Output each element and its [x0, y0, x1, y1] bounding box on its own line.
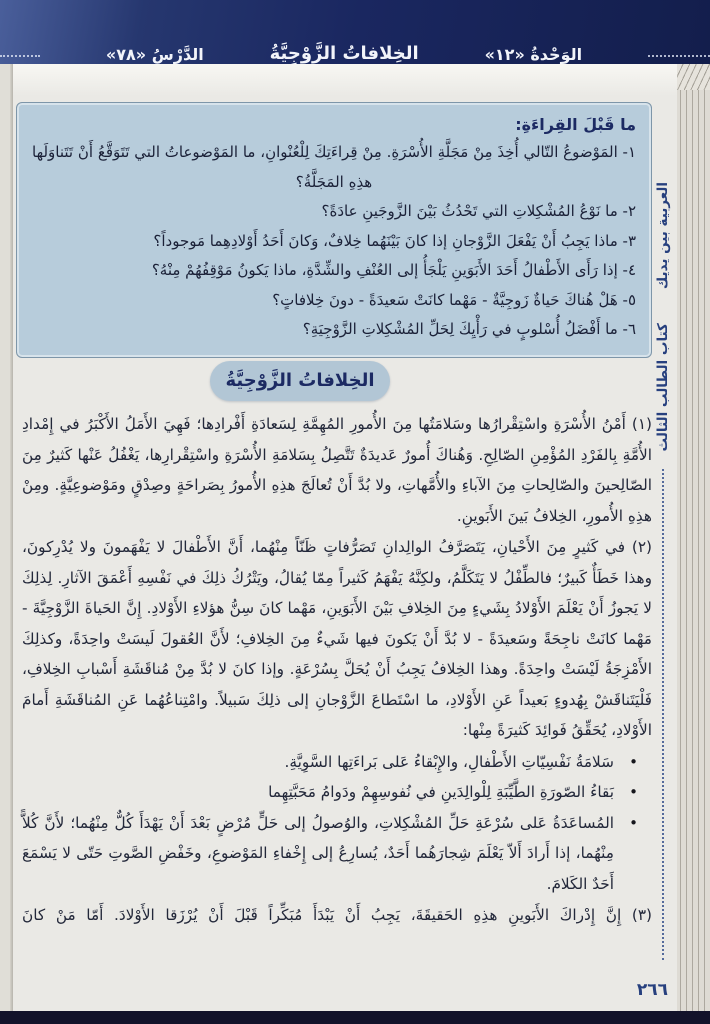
pre-reading-question-3: ٣- ماذا يَجِبُ أَنْ يَفْعَلَ الزَّوْجانِ إذا كانَ بَيْنَهُما خِلافٌ، وَكانَ أَحَدُ أَوْلادِهِما مَوجوداً؟	[153, 231, 636, 250]
benefit-item: • المُساعَدَةُ عَلى سُرْعَةِ حَلِّ المُشْكِلاتِ، والوُصولُ إلى حَلٍّ مُرْضٍ بَعْدَ أَنْ يَهْدَأَ كُلٌّ مِنْهُما؛ لأَنَّ كُلاًّ مِنْهُما، إذا أَرادَ أَلاّ يَعْلَمَ شِجارَهُما أَحَدٌ، يُسارِعُ إلى إِخْفاءِ المَوْضوعِ، وخَفْضِ الصَّوتِ حَتّى لا يَسْمَعَ أَحَدٌ الكَلامَ.	[22, 808, 652, 900]
book-bottom-edge	[0, 1011, 710, 1024]
benefits-list	[22, 747, 652, 900]
passage-paragraph-3: (٣) إِنَّ إِدْراكَ الأَبَوينِ هذِهِ الحَقيقَةَ، يَجِبُ أَنْ يَبْدَأَ مُبَكِّراً قَبْلَ أَنْ يُرْزَقا الأَوْلادَ. أَمّا مَنْ كانَ	[22, 906, 652, 924]
pre-reading-title: ما قَبْلَ القِراءَةِ:	[515, 115, 636, 134]
passage-paragraph-1: (١) أَمْنُ الأُسْرَةِ واسْتِقْرارُها وسَلامَتُها مِنَ الأُمورِ المُهِمَّةِ لِسَعادَةِ أَفْرادِها؛ فَهِيَ الأَمَلُ الأَكْبَرُ في إِمْدادِ الأُمَّةِ بِالفَرْدِ المُؤْمِنِ الصّالِحِ. وَهُناكَ أُمورٌ عَديدَةٌ تَتَّصِلُ بِسَلامَةِ الأُسْرَةِ واسْتِقْرارِها، يَغْفُلُ عَنْها كَثيرٌ مِنَ الصّالِحينَ والصّالِحاتِ مِنَ الآباءِ والأُمَّهاتِ، ولا بُدَّ أَنْ تُعالَجَ هذِهِ الأُمورُ بِصَراحَةٍ وصِدْقٍ ومَوْضوعِيَّةٍ. ومِنْ هذِهِ الأُمورِ، الخِلافُ بَينَ الأَبَوينِ.	[22, 415, 652, 525]
header-lesson-title: الخِلافاتُ الزَّوْجِيَّةُ	[269, 43, 419, 64]
section-title: الخِلافاتُ الزَّوْجِيَّةُ	[210, 361, 390, 401]
pre-reading-question-1: ١- المَوْضوعُ التّالي أُخِذَ مِنْ مَجَلَّةِ الأُسْرَةِ. مِنْ قِراءَتِكَ لِلْعُنْوانِ، ما المَوْضوعاتُ التي تَتَوَقَّعُ أَنْ تَتَناوَلَها هذِهِ المَجَلَّةُ؟	[32, 143, 636, 191]
page-top-edge	[0, 64, 710, 96]
benefit-item: • سَلامَةُ نَفْسِيّاتِ الأَطْفالِ، والإِبْقاءُ عَلى بَراءَتِها السَّوِيَّةِ.	[22, 747, 652, 778]
pre-reading-box	[16, 102, 652, 358]
dotted-divider-icon	[0, 55, 40, 57]
series-title: العربية بين يديك	[655, 182, 671, 290]
book-title: كتاب الطالب الثالث	[655, 323, 671, 452]
lesson-label: الدَّرْسُ «٧٨»	[105, 45, 204, 64]
page-stack-corner	[677, 64, 710, 90]
dotted-divider-icon	[662, 469, 664, 960]
page-number: ٢٦٦	[636, 980, 668, 1000]
unit-label: الوَحْدةُ «١٢»	[484, 45, 583, 64]
pre-reading-question-2: ٢- ما نَوْعُ المُشْكِلاتِ التي تَحْدُثُ بَيْنَ الزَّوجَينِ عادَةً؟	[321, 202, 636, 220]
spine-sidebar	[652, 182, 674, 960]
page-stack-edges	[677, 64, 710, 1011]
reading-passage	[22, 409, 652, 932]
passage-paragraph-2: (٢) في كَثيرٍ مِنَ الأَحْيانِ، يَتَصَرَّفُ الوالِدانِ تَصَرُّفاتٍ ظَنّاً مِنْهُما، أَنَّ الأَطْفالَ لا يَفْهَمونَ ولا يُدْرِكونَ، وهذا خَطَأٌ كَبيرٌ؛ فالطِّفْلُ لا يَتَكَلَّمُ، ولكِنَّهُ يَفْهَمُ كَثيراً مِمّا يُقالُ، ويَتْرُكُ ذلِكَ في نَفْسِهِ أَعْمَقَ الآثارِ. لِذلِكَ لا يَجوزُ أَنْ يَعْلَمَ الأَوْلادُ بِشَيءٍ مِنَ الخِلافِ بَيْنَ الأَبَوَينِ، مَهْما كانَ سِنُّ هؤلاءِ الأَوْلادِ. إِنَّ الحَياةَ الزَّوْجِيَّةَ - مَهْما كانَتْ ناجِحَةً وسَعيدَةً - لا بُدَّ أَنْ يَكونَ فيها شَيءٌ مِنَ الخِلافِ؛ لأَنَّ العُقولَ لَيسَتْ واحِدَةً، وكذلِكَ الأَمْزِجَةُ لَيْسَتْ واحِدَةً. وهذا الخِلافُ يَجِبُ أَنْ يُحَلَّ بِسُرْعَةٍ. وإذا كانَ لا بُدَّ مِنْ مُناقَشَةِ أَسْبابِ الخِلافِ، فَلْيَتَناقَشْ بِهُدوءٍ بَعيداً عَنِ الأَوْلادِ، ما اسْتَطاعَ الزَّوْجانِ إلى ذلِكَ سَبيلاً. وامْتِناعُهُما عَنِ المُناقَشَةِ أَمامَ الأَوْلادِ، يُحَقِّقُ فَوائِدَ كَثيرَةً مِنْها:	[22, 538, 652, 739]
left-page-margin	[0, 64, 10, 1011]
left-page-edge	[10, 64, 13, 1011]
dotted-divider-icon	[648, 55, 710, 57]
pre-reading-question-5: ٥- هَلْ هُناكَ حَياةٌ زَوجِيَّةٌ - مَهْما كانَتْ سَعيدَةً - دونَ خِلافاتٍ؟	[272, 290, 636, 309]
benefit-item: • بَقاءُ الصّورَةِ الطَّيِّبَةِ لِلْوالِدَينِ في نُفوسِهِمْ ودَوامُ مَحَبَّتِهِما	[22, 777, 652, 808]
pre-reading-question-6: ٦- ما أَفْضَلُ أُسْلوبٍ في رَأْيِكَ لِحَلِّ المُشْكِلاتِ الزَّوْجِيَةِ؟	[302, 320, 636, 338]
pre-reading-question-4: ٤- إذا رَأَى الأَطْفالُ أَحَدَ الأَبَوَينِ يَلْجَأُ إلى العُنْفِ والشِّدَّةِ، ماذا يَكونُ مَوْقِفُهُمْ مِنْهُ؟	[151, 261, 636, 279]
